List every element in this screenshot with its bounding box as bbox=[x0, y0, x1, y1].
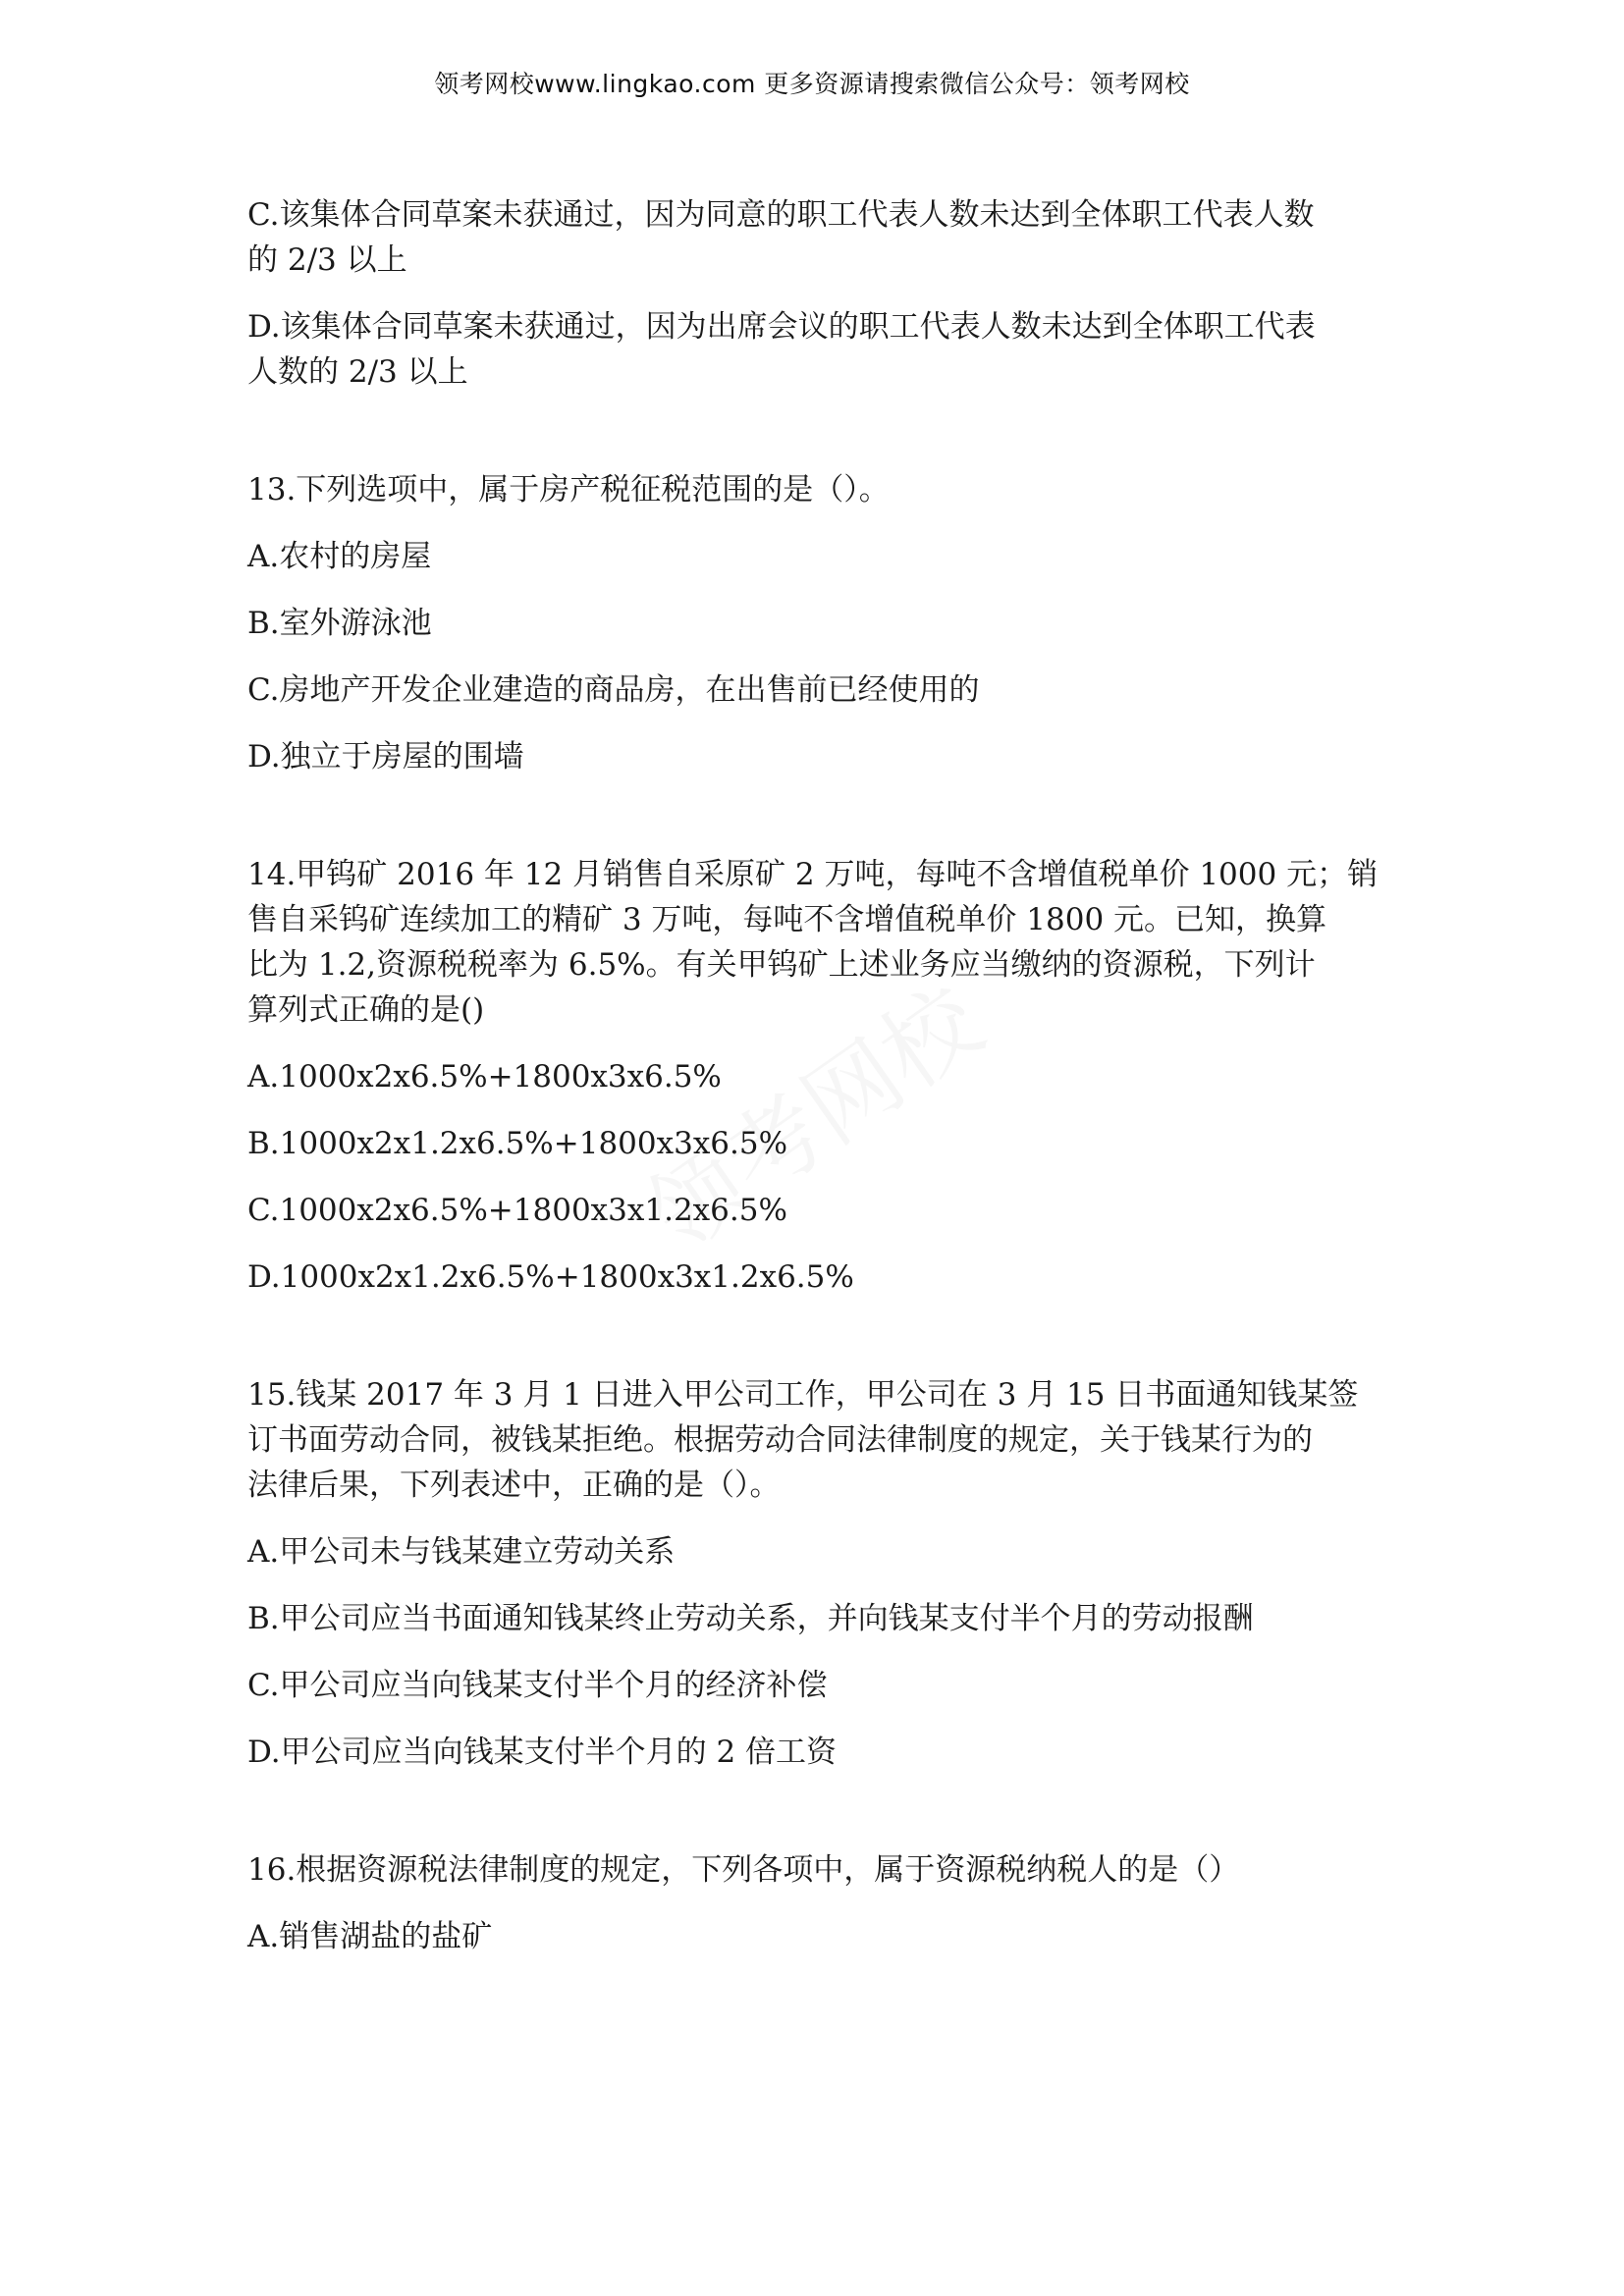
text-line: 算列式正确的是() bbox=[247, 992, 485, 1028]
text-line: 14.甲钨矿 2016 年 12 月销售自采原矿 2 万吨，每吨不含增值税单价 1000 元；销 bbox=[247, 857, 1379, 892]
text-line: 16.根据资源税法律制度的规定，下列各项中，属于资源税纳税人的是（） bbox=[247, 1852, 1240, 1888]
option-b: B.甲公司应当书面通知钱某终止劳动关系，并向钱某支付半个月的劳动报酬 bbox=[247, 1601, 1254, 1636]
option-b: B.1000x2x1.2x6.5%+1800x3x6.5% bbox=[247, 1126, 788, 1161]
page-header: 领考网校www.lingkao.com 更多资源请搜索微信公众号：领考网校 bbox=[434, 70, 1190, 98]
question-13 bbox=[247, 467, 1396, 779]
option-c: C.房地产开发企业建造的商品房，在出售前已经使用的 bbox=[247, 672, 980, 708]
text-line: 15.钱某 2017 年 3 月 1 日进入甲公司工作，甲公司在 3 月 15 日书面通知钱某签 bbox=[247, 1377, 1359, 1413]
text-line: 的 2/3 以上 bbox=[247, 242, 407, 278]
option-a: A.甲公司未与钱某建立劳动关系 bbox=[247, 1534, 676, 1570]
spacer bbox=[247, 801, 1396, 852]
option-d: D.1000x2x1.2x6.5%+1800x3x1.2x6.5% bbox=[247, 1259, 854, 1295]
text-line: 售自采钨矿连续加工的精矿 3 万吨，每吨不含增值税单价 1800 元。已知，换算 bbox=[247, 902, 1327, 937]
option-d: D.独立于房屋的围墙 bbox=[247, 739, 524, 774]
text-line: 人数的 2/3 以上 bbox=[247, 354, 468, 390]
question-14 bbox=[247, 852, 1396, 1300]
question-15 bbox=[247, 1372, 1396, 1775]
spacer bbox=[247, 416, 1396, 467]
option-d-continued bbox=[247, 304, 1396, 395]
option-b: B.室外游泳池 bbox=[247, 606, 432, 641]
question-stem bbox=[247, 1372, 1396, 1508]
option-a: A.销售湖盐的盐矿 bbox=[247, 1919, 493, 1954]
text-line: 比为 1.2,资源税税率为 6.5%。有关甲钨矿上述业务应当缴纳的资源税，下列计 bbox=[247, 947, 1316, 983]
option-c-continued bbox=[247, 192, 1396, 283]
question-stem bbox=[247, 1847, 1396, 1893]
text-line: 订书面劳动合同，被钱某拒绝。根据劳动合同法律制度的规定，关于钱某行为的 bbox=[247, 1422, 1313, 1458]
text-line: C.该集体合同草案未获通过，因为同意的职工代表人数未达到全体职工代表人数 bbox=[247, 197, 1315, 233]
option-c: C.甲公司应当向钱某支付半个月的经济补偿 bbox=[247, 1668, 828, 1703]
option-d: D.甲公司应当向钱某支付半个月的 2 倍工资 bbox=[247, 1735, 838, 1770]
text-line: 13.下列选项中，属于房产税征税范围的是（）。 bbox=[247, 472, 890, 507]
question-stem bbox=[247, 852, 1396, 1033]
text-line: 法律后果，下列表述中，正确的是（）。 bbox=[247, 1468, 781, 1503]
text-line: D.该集体合同草案未获通过，因为出席会议的职工代表人数未达到全体职工代表 bbox=[247, 309, 1316, 345]
option-a: A.农村的房屋 bbox=[247, 539, 432, 574]
question-16 bbox=[247, 1847, 1396, 1959]
option-c: C.1000x2x6.5%+1800x3x1.2x6.5% bbox=[247, 1193, 787, 1228]
spacer bbox=[247, 1321, 1396, 1372]
option-a: A.1000x2x6.5%+1800x3x6.5% bbox=[247, 1059, 722, 1095]
question-stem bbox=[247, 467, 1396, 512]
document-body bbox=[247, 192, 1396, 1981]
spacer bbox=[247, 1796, 1396, 1847]
